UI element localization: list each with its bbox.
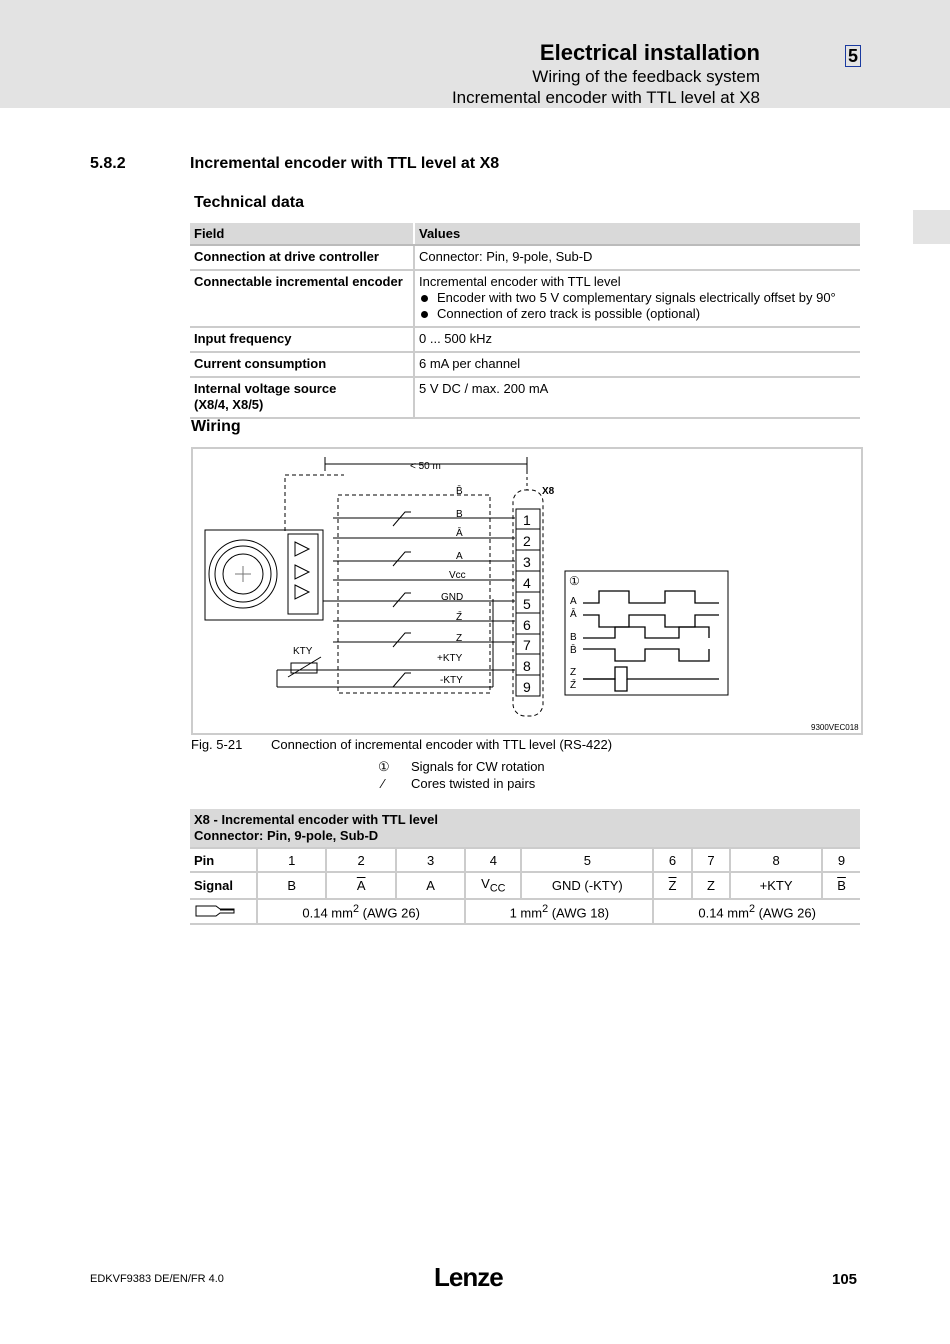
signal-label: -KTY xyxy=(440,675,463,686)
pin-cell: 4 xyxy=(465,848,521,872)
wire-cell xyxy=(465,899,653,924)
field-cell: Connectable incremental encoder xyxy=(190,270,414,327)
cable-shield-dashed xyxy=(338,495,490,693)
field-cell: Current consumption xyxy=(190,352,414,377)
pin-number: 7 xyxy=(523,637,531,653)
field-text: Internal voltage source xyxy=(194,381,337,396)
table-row xyxy=(190,270,860,327)
value-cell: 5 V DC / max. 200 mA xyxy=(414,377,860,418)
table-header-row xyxy=(190,223,860,245)
value-cell: 6 mA per channel xyxy=(414,352,860,377)
header-title: Electrical installation xyxy=(539,40,760,65)
chapter-number[interactable]: 5 xyxy=(845,45,861,67)
wire-value: 0.14 mm xyxy=(302,904,353,920)
pin-table-subtitle: Connector: Pin, 9-pole, Sub-D xyxy=(194,828,379,843)
wire-cell xyxy=(257,899,465,924)
table-row xyxy=(190,377,860,418)
legend-text: Cores twisted in pairs xyxy=(411,776,536,791)
table-row xyxy=(190,245,860,270)
wiring-diagram-svg xyxy=(193,449,861,733)
pin-table-title-row xyxy=(190,809,860,848)
wire-sup: 2 xyxy=(748,902,755,915)
pin-number: 2 xyxy=(523,533,531,549)
kty-label: KTY xyxy=(293,646,313,657)
pin-label: Pin xyxy=(190,848,257,872)
signal-cell: +KTY xyxy=(730,872,822,899)
distance-label: < 50 m xyxy=(410,461,441,472)
signal-label: Vcc xyxy=(449,570,466,581)
pulse-label: Z xyxy=(570,667,577,678)
signal-cell: $\overline{Z}$ xyxy=(653,872,691,899)
technical-data-heading: Technical data xyxy=(194,194,304,211)
pulse-label: B xyxy=(570,632,577,643)
signal-label: A xyxy=(456,551,463,562)
pin-cell: 7 xyxy=(692,848,730,872)
legend-symbol-note: ① xyxy=(378,759,390,774)
signal-cell: A xyxy=(396,872,465,899)
wire-value: 1 mm xyxy=(509,904,543,920)
pulse-label: A xyxy=(570,596,577,607)
figure-caption: Connection of incremental encoder with TTL level (RS-422) xyxy=(271,737,613,752)
section-number: 5.8.2 xyxy=(90,155,126,172)
note-marker: ① xyxy=(569,574,580,588)
signal-label: +KTY xyxy=(437,653,463,664)
signal-label: Signal xyxy=(190,872,257,899)
wire-sup: 2 xyxy=(542,902,549,915)
pin-cell: 3 xyxy=(396,848,465,872)
wiring-heading: Wiring xyxy=(191,418,241,435)
pin-number: 1 xyxy=(523,512,531,528)
field-cell xyxy=(190,377,414,418)
signal-label: Z xyxy=(456,633,463,644)
pin-assignment-table xyxy=(190,809,860,925)
legend-symbol-twist: ⁄ xyxy=(382,776,385,791)
pulse-label: Ā xyxy=(570,609,577,620)
signal-label: Z̄ xyxy=(456,612,463,623)
vcc-subscript: CC xyxy=(489,882,506,895)
driver-triangle-3 xyxy=(295,585,309,599)
vcc-letter: V xyxy=(481,876,490,891)
signal-cell: Z xyxy=(692,872,730,899)
signal-label: B xyxy=(456,509,463,520)
signal-label: Ā xyxy=(456,528,463,539)
side-tab-marker xyxy=(913,210,950,244)
pin-cell: 6 xyxy=(653,848,691,872)
wire-cross-section-row xyxy=(190,899,860,924)
signal-cell: $\overline{B}$ xyxy=(822,872,860,899)
value-cell: Connector: Pin, 9-pole, Sub-D xyxy=(414,245,860,270)
signal-label: GND xyxy=(441,592,464,603)
figure-number: Fig. 5-21 xyxy=(191,737,243,752)
pulse-diagram-box xyxy=(565,571,728,695)
pulse-label: B̄ xyxy=(570,645,577,656)
signal-label: B̄ xyxy=(456,486,463,497)
page-number: 105 xyxy=(832,1271,858,1288)
page-header xyxy=(0,0,950,108)
signal-cell-vcc xyxy=(465,872,521,899)
kty-resistor xyxy=(291,663,317,673)
pin-number: 8 xyxy=(523,658,531,674)
section-title: Incremental encoder with TTL level at X8 xyxy=(190,155,500,172)
value-cell: 0 ... 500 kHz xyxy=(414,327,860,352)
field-text-2: (X8/4, X8/5) xyxy=(194,397,264,412)
column-header-field: Field xyxy=(190,223,414,245)
wire-awg: (AWG 26) xyxy=(758,904,816,920)
pin-row xyxy=(190,848,860,872)
pin-cell: 5 xyxy=(521,848,653,872)
value-cell xyxy=(414,270,860,327)
signal-cell: GND (-KTY) xyxy=(521,872,653,899)
wire-value: 0.14 mm xyxy=(698,904,749,920)
cable-icon-svg xyxy=(194,903,238,917)
wire-cell xyxy=(653,899,860,924)
field-cell: Input frequency xyxy=(190,327,414,352)
pin-number: 4 xyxy=(523,575,531,591)
diagram-code: 9300VEC018 xyxy=(811,723,859,732)
header-subtitle-2: Incremental encoder with TTL level at X8 xyxy=(451,88,760,107)
table-row xyxy=(190,327,860,352)
driver-triangle-1 xyxy=(295,542,309,556)
lenze-logo: Lenze xyxy=(434,1262,503,1292)
wire-awg: (AWG 18) xyxy=(551,904,610,920)
table-row xyxy=(190,352,860,377)
footer-document-id: EDKVF9383 DE/EN/FR 4.0 xyxy=(90,1273,224,1285)
pin-number: 6 xyxy=(523,617,531,633)
pin-table-title-text: X8 - Incremental encoder with TTL level xyxy=(194,812,438,827)
signal-row xyxy=(190,872,860,899)
kty-resistor-slash xyxy=(288,657,321,677)
value-text: Incremental encoder with TTL level xyxy=(419,274,621,289)
bullet-item: Connection of zero track is possible (optional) xyxy=(419,306,856,322)
pin-cell: 8 xyxy=(730,848,822,872)
signal-cell: $\overline{A}$ xyxy=(326,872,395,899)
pin-cell: 1 xyxy=(257,848,326,872)
driver-triangle-2 xyxy=(295,565,309,579)
pulse-waveforms xyxy=(583,591,719,691)
pin-number: 9 xyxy=(523,679,531,695)
field-cell: Connection at drive controller xyxy=(190,245,414,270)
pulse-label: Z̄ xyxy=(570,680,577,691)
connector-label: X8 xyxy=(542,486,555,497)
technical-data-table xyxy=(190,223,860,419)
header-subtitle: Wiring of the feedback system xyxy=(532,67,760,86)
wire-sup: 2 xyxy=(352,902,359,915)
cable-icon xyxy=(190,899,257,924)
wiring-diagram xyxy=(191,447,863,735)
pin-table-title xyxy=(190,809,860,848)
signal-cell: B xyxy=(257,872,326,899)
wire-awg: (AWG 26) xyxy=(362,904,420,920)
shield-dashed-line xyxy=(285,475,344,531)
bullet-item: Encoder with two 5 V complementary signals electrically offset by 90° xyxy=(419,290,856,306)
pin-cell: 9 xyxy=(822,848,860,872)
pin-number: 3 xyxy=(523,554,531,570)
pin-cell: 2 xyxy=(326,848,395,872)
legend-text: Signals for CW rotation xyxy=(411,759,545,774)
column-header-values: Values xyxy=(414,223,860,245)
pin-number: 5 xyxy=(523,596,531,612)
